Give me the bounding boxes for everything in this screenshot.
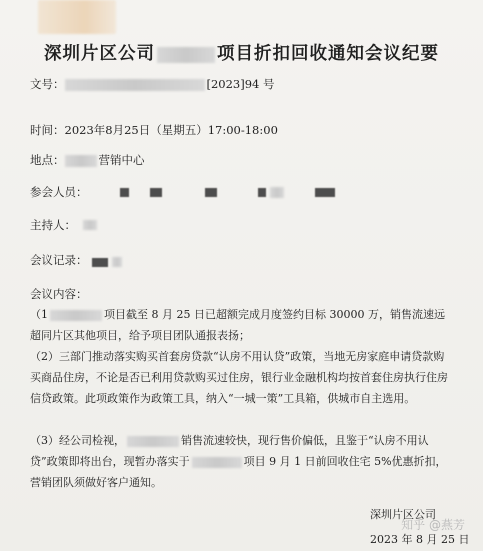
redacted-attendee-5 <box>270 187 284 198</box>
location-suffix: 营销中心 <box>98 153 145 167</box>
agenda-item-2 <box>30 346 450 409</box>
time-value: 2023年8月25日（星期五）17:00-18:00 <box>64 123 278 137</box>
host-line <box>30 217 76 233</box>
item-2-text: （2）三部门推动落实购买首套房贷款“认房不用认贷”政策，当地无房家庭申请贷款购买商品住房，不论是否已利用贷款购买过住房，银行业金融机构均按首套住房执行住房信贷政策。此项政策作为政策工具，纳入“一城一策”工具箱，供城市自主选用。 <box>30 350 448 405</box>
title-prefix: 深圳片区公司 <box>44 44 155 64</box>
recorder-line <box>30 252 88 268</box>
redacted-attendee-1 <box>120 188 129 197</box>
attendees-label: 参会人员： <box>30 185 88 199</box>
redacted-doc-number <box>65 79 205 91</box>
redacted-item-1-project <box>50 310 102 321</box>
redacted-location <box>65 155 97 167</box>
document-title <box>0 40 483 65</box>
attendees-line <box>30 184 88 200</box>
redacted-recorder-2 <box>112 257 122 267</box>
agenda-item-1 <box>30 304 450 346</box>
redacted-attendee-6 <box>315 188 335 197</box>
redacted-attendee-4 <box>258 188 266 197</box>
time-label: 时间： <box>30 123 65 137</box>
host-label: 主持人： <box>30 218 76 232</box>
doc-number-label: 文号： <box>30 77 65 91</box>
item-3-prefix: （3）经公司检视， <box>30 434 125 447</box>
blurred-stamp <box>38 0 116 34</box>
doc-number-suffix: [2023]94 号 <box>206 77 275 91</box>
item-1-text: 项目截至 8 月 25 日已超额完成月度签约目标 30000 万，销售流速远超同片区其他项目，给予项目团队通报表扬； <box>30 308 445 342</box>
redacted-attendee-3 <box>205 188 217 197</box>
footer-date: 2023 年 8 月 25 日 <box>370 533 470 546</box>
footer-company: 深圳片区公司 <box>370 508 436 521</box>
doc-number-line <box>30 76 275 92</box>
content-label-line <box>30 286 88 302</box>
redacted-item-3-project-a <box>127 436 179 447</box>
redacted-project-name <box>157 47 215 63</box>
agenda-item-3 <box>30 430 450 493</box>
redacted-host <box>83 220 97 230</box>
redacted-recorder-1 <box>92 258 108 267</box>
watermark: 知乎 @燕芳 <box>401 518 465 532</box>
content-label: 会议内容： <box>30 287 88 301</box>
title-suffix: 项目折扣回收通知会议纪要 <box>217 44 439 64</box>
recorder-label: 会议记录： <box>30 253 88 267</box>
item-3-mid: 销售流速较快，现行售价偏低，且鉴于“认房不用认贷”政策即将出台，现暂办落实于 <box>30 434 429 468</box>
location-label: 地点： <box>30 153 65 167</box>
time-line <box>30 122 278 138</box>
redacted-item-3-project-b <box>192 457 242 468</box>
item-1-prefix: （1 <box>30 308 48 321</box>
item-3-end: 项目 9 月 1 日前回收住宅 5%优惠折扣，营销团队须做好客户通知。 <box>30 455 447 489</box>
redacted-attendee-2 <box>150 188 162 197</box>
location-line <box>30 152 145 168</box>
